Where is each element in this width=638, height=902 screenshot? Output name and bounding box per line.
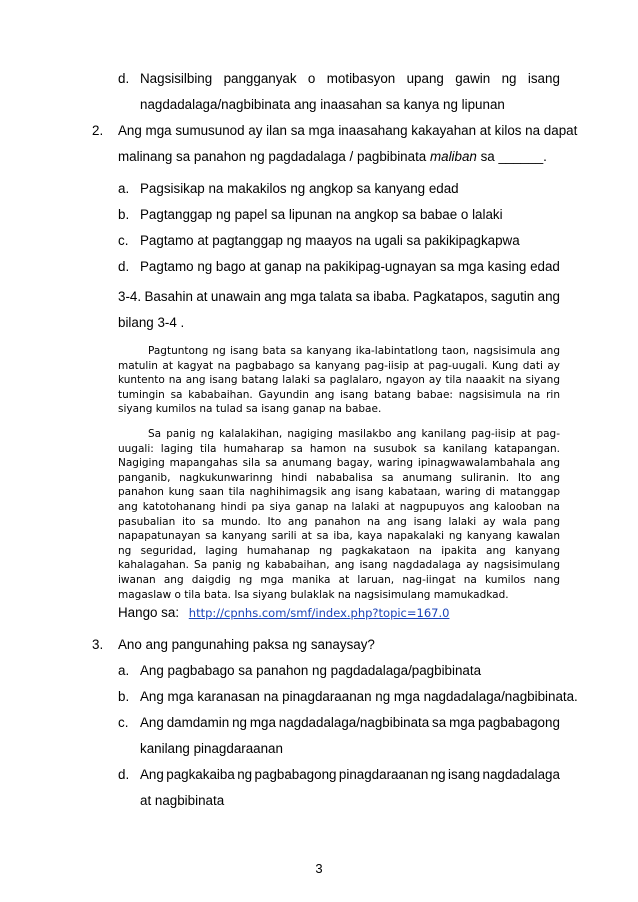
passage-paragraph-2: Sa panig ng kalalakihan, nagiging masilakbo ang kanilang pag-iisip at pag-uugali: laging tila humaharap sa hamon na susubok sa kanilang katapangan. Nagiging mapangahas sila sa anumang bagay, waring ipinagwawalambahala ang panganib, nagkukunwarinng hindi nababalisa sa anumang suliranin. Ito ang panahon kung saan tila naghihimagsik ang isang kabataan, waring di matanggap ang katotohanang hindi pa siya ganap na lalaki at nagpupuyos ang kalooban na pasubalian ito sa mundo. Ito ang panahon na ang isang lalaki ay wala pang napapatunayan sa kanyang sarili at sa iba, kaya napakalaki ng kanyang kawalan ng seguridad, laging humahanap ng pagkakataon na ipakita ang kanyang kahalagahan. Sa panig ng kababaihan, ang isang nagdadalaga ay nagsisimulang iwanan ang daigdig ng mga manika at laruan, nag-iingat na kumilos nang magaslaw o tila bata. Isa siyang bulaklak na nagsisimulang mamukadkad. xyxy=(118,427,560,601)
source-line xyxy=(0,600,638,626)
word: talata xyxy=(319,289,353,304)
word: Pagkatapos, xyxy=(413,289,488,304)
q3-option-d xyxy=(0,762,638,788)
instructions-line1 xyxy=(118,284,560,310)
option-text: Ang pagbabago sa panahon ng pagdadalaga/pagbibinata xyxy=(140,663,482,678)
word: ibaba. xyxy=(373,289,410,304)
option-text-line1 xyxy=(140,710,560,736)
question-text-line1: Ang mga sumusunod ay ilan sa mga inaasahang kakayahan at kilos na dapat xyxy=(118,123,578,138)
q3-option-b xyxy=(0,684,638,710)
word: upang xyxy=(406,71,444,86)
word: ang xyxy=(264,289,287,304)
option-text: Pagtamo ng bago at ganap na pakikipag-ugnayan sa mga kasing edad xyxy=(140,259,560,274)
word: isang xyxy=(527,71,560,86)
question-2-options xyxy=(0,176,638,280)
q2-option-d xyxy=(0,254,638,280)
q1-option-d xyxy=(0,66,638,118)
passage-paragraph-1: Pagtuntong ng isang bata sa kanyang ika-labintatlong taon, nagsisimula ang matulin at kagyat na pagbabago sa kanyang pag-iisip at pag-uugali. Kung dati ay kuntento na ang isang batang lalaki sa paglalaro, ngayon ay tila naaakit na siyang tumingin sa kababaihan. Gayundin ang isang batang babae: nagsisimula na rin siyang kumilos na tulad sa isang ganap na babae. xyxy=(118,345,560,416)
word: gawin xyxy=(455,71,491,86)
instructions-line2: bilang 3-4 . xyxy=(118,315,185,330)
word: 3-4. xyxy=(118,289,142,304)
option-letter: a. xyxy=(118,181,130,196)
option-text-line2: at nagbibinata xyxy=(140,793,225,808)
word: mga xyxy=(449,715,476,730)
word: Ang xyxy=(140,767,164,782)
word: isang xyxy=(448,767,481,782)
option-text: Pagtanggap ng papel sa lipunan na angkop sa babae o lalaki xyxy=(140,207,503,222)
option-letter: d. xyxy=(118,259,130,274)
word: at xyxy=(196,289,208,304)
option-text-line2: nagdadalaga/nagbibinata ang inaasahan sa kanya ng lipunan xyxy=(140,97,505,112)
word: Basahin xyxy=(144,289,193,304)
reading-passage xyxy=(118,344,560,602)
word: pinagdaraanan xyxy=(338,767,429,782)
question-text: malinang sa panahon ng pagdadalaga / pagbibinata xyxy=(118,149,430,164)
q3-option-c xyxy=(0,710,638,736)
word: sa xyxy=(432,715,447,730)
question-text-line2 xyxy=(0,144,638,170)
word: Ang xyxy=(140,715,164,730)
word: mga xyxy=(249,715,276,730)
option-letter: c. xyxy=(118,233,129,248)
word: sa xyxy=(355,289,370,304)
word: pagbabagong xyxy=(477,715,560,730)
option-letter: d. xyxy=(118,767,130,782)
source-label: Hango sa: xyxy=(118,605,180,620)
option-letter: b. xyxy=(118,207,130,222)
word: pagkakaiba xyxy=(166,767,235,782)
word: sagutin xyxy=(491,289,535,304)
instructions xyxy=(0,284,638,336)
option-text-line2: kanilang pinagdaraanan xyxy=(140,741,283,756)
word: unawain xyxy=(210,289,261,304)
word: ng xyxy=(232,715,247,730)
word: motibasyon xyxy=(326,71,396,86)
option-letter: b. xyxy=(118,689,130,704)
question-text: Ano ang pangunahing paksa ng sanaysay? xyxy=(118,637,375,652)
blank-answer: sa ______. xyxy=(476,149,547,164)
word: mga xyxy=(290,289,317,304)
question-2 xyxy=(0,118,638,170)
word: o xyxy=(307,71,316,86)
question-3 xyxy=(0,632,638,814)
word: nagdadalaga xyxy=(482,767,560,782)
word: pangganyak xyxy=(223,71,297,86)
source-link[interactable]: http://cpnhs.com/smf/index.php?topic=167.0 xyxy=(188,606,450,620)
q2-option-b xyxy=(0,202,638,228)
question-number: 3. xyxy=(92,637,104,652)
word: ng xyxy=(501,71,517,86)
option-letter: c. xyxy=(118,715,129,730)
q3-option-a xyxy=(0,658,638,684)
q2-option-c xyxy=(0,228,638,254)
option-text: Pagtamo at pagtanggap ng maayos na ugali sa pakikipagkapwa xyxy=(140,233,520,248)
option-text: Ang mga karanasan na pinagdaraanan ng mga nagdadalaga/nagbibinata. xyxy=(140,689,578,704)
emphasis-maliban: maliban xyxy=(429,149,477,164)
q2-option-a xyxy=(0,176,638,202)
word: ng xyxy=(237,767,253,782)
word: ng xyxy=(430,767,446,782)
option-letter: d. xyxy=(118,71,130,86)
word: Nagsisilbing xyxy=(140,71,213,86)
option-text: Pagsisikap na makakilos ng angkop sa kanyang edad xyxy=(140,181,459,196)
option-letter: a. xyxy=(118,663,130,678)
word: nagdadalaga/nagbibinata xyxy=(278,715,430,730)
page-number: 3 xyxy=(315,861,323,876)
word: damdamin xyxy=(166,715,230,730)
word: ang xyxy=(537,289,560,304)
question-number: 2. xyxy=(92,123,104,138)
option-text-line1 xyxy=(140,66,560,92)
word: pagbabagong xyxy=(254,767,337,782)
option-text-line1 xyxy=(140,762,560,788)
